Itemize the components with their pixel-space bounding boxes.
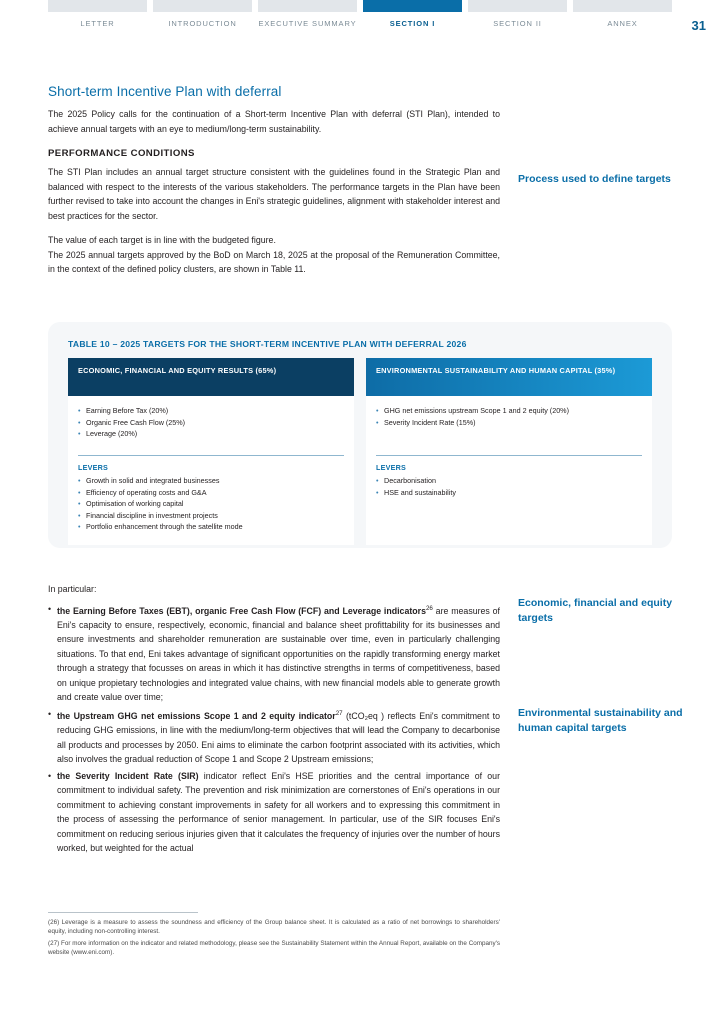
- footnote-27: (27) For more information on the indicator and related methodology, please see the Sustainability Statement within the Annual Report, available on the Company's website (www.eni.com).: [48, 940, 500, 956]
- main-content: [48, 84, 500, 287]
- performance-conditions-heading: PERFORMANCE CONDITIONS: [48, 148, 195, 159]
- value-paragraph: The value of each target is in line with the budgeted figure.: [48, 235, 276, 245]
- table-10-panels: [68, 358, 652, 545]
- nav-tab-bar-introduction[interactable]: [153, 0, 252, 12]
- intro-paragraph: The 2025 Policy calls for the continuation of a Short-term Incentive Plan with deferral (STI Plan), intended to achieve annual targets with an eye to medium/long-term sustainability.: [48, 109, 500, 134]
- levers-title-economic: LEVERS: [78, 463, 108, 472]
- list-item: • Optimisation of working capital: [78, 498, 344, 510]
- body-text-ebt: are measures of Eni's capacity to ensure, respectively, economic, financial and balance sheet profittability for its businesses and ensure investments and shareholder remuneration are sustainable over time, even in particularly challenging situations. To that end, Eni takes advantage of significant opportunities on the rapidly transforming energy market through a strategy that focusses on areas in which it has distinctive strengths in terms of competitiveness, based on unique propietary technologies and integrated value chains, with new financial models able to generate growth and create value over time;: [57, 605, 500, 703]
- top-navigation-labels: [48, 19, 672, 35]
- nav-label-section-i[interactable]: SECTION I: [389, 19, 436, 28]
- list-item: • Portfolio enhancement through the satellite mode: [78, 521, 344, 533]
- top-navigation-tabs[interactable]: [48, 0, 672, 14]
- list-item-sir: [48, 769, 500, 856]
- page-number: 31: [691, 18, 706, 33]
- environmental-levers-list: [376, 475, 642, 498]
- page-title: Short-term Incentive Plan with deferral: [48, 84, 282, 99]
- nav-tab-bar-annex[interactable]: [573, 0, 672, 12]
- levers-body-economic: [68, 475, 354, 545]
- margin-note-process: Process used to define targets: [518, 173, 671, 185]
- in-particular-list: [48, 602, 500, 856]
- list-item: • Growth in solid and integrated businesses: [78, 475, 344, 487]
- environmental-target-list: [376, 405, 642, 428]
- bold-lead-ghg: the Upstream GHG net emissions Scope 1 and 2 equity indicator: [57, 710, 336, 721]
- list-item: • GHG net emissions upstream Scope 1 and 2 equity (20%): [376, 405, 642, 417]
- margin-note-environmental: Environmental sustainability and human capital targets: [518, 707, 683, 734]
- list-item: • HSE and sustainability: [376, 487, 642, 499]
- bold-lead-sir: the Severity Incident Rate (SIR): [57, 770, 199, 781]
- panel-header-economic: ECONOMIC, FINANCIAL AND EQUITY RESULTS (65%): [68, 358, 354, 396]
- panel-body-economic: [68, 396, 354, 455]
- list-item: • Severity Incident Rate (15%): [376, 417, 642, 429]
- nav-tab-bar-executive-summary[interactable]: [258, 0, 357, 12]
- body-text-ghg: (tCO₂eq ) reflects Eni's commitment to reducing GHG emissions, in line with the medium/long-term objectives that will lead the Company to decarbonise all products and processes by 2050. Eni aims to eliminate the carbon footprint associated with its activities, which also involves the gradual reduction of Scope 1 and Scope 2 Upstream emissions;: [57, 710, 500, 765]
- nav-label-annex[interactable]: ANNEX: [607, 19, 638, 28]
- list-item: • Earning Before Tax (20%): [78, 405, 344, 417]
- table-10-title: TABLE 10 – 2025 TARGETS FOR THE SHORT-TERM INCENTIVE PLAN WITH DEFERRAL 2026: [68, 339, 467, 349]
- nav-label-section-ii[interactable]: SECTION II: [493, 19, 542, 28]
- footnote-ref-26[interactable]: 26: [425, 604, 433, 612]
- list-item: • Financial discipline in investment projects: [78, 510, 344, 522]
- list-item: • Decarbonisation: [376, 475, 642, 487]
- panel-economic-financial-equity: [68, 358, 354, 545]
- nav-label-introduction[interactable]: INTRODUCTION: [168, 19, 237, 28]
- list-item: • Organic Free Cash Flow (25%): [78, 417, 344, 429]
- list-item-ebt: [48, 602, 500, 705]
- nav-tab-bar-section-ii[interactable]: [468, 0, 567, 12]
- margin-note-economic: Economic, financial and equity targets: [518, 597, 673, 624]
- economic-target-list: [78, 405, 344, 440]
- table-10-card: [48, 322, 672, 548]
- in-particular-lead: In particular:: [48, 584, 97, 594]
- levers-body-environmental: [366, 475, 652, 510]
- approval-paragraph: The 2025 annual targets approved by the BoD on March 18, 2025 at the proposal of the Remuneration Committee, in the context of the defined policy clusters, are shown in Table 11.: [48, 249, 500, 274]
- nav-label-executive-summary[interactable]: EXECUTIVE SUMMARY: [258, 19, 357, 28]
- performance-paragraph: The STI Plan includes an annual target structure consistent with the guidelines found in the Strategic Plan and balanced with respect to the interests of the various stakeholders. The performance targets in the Plan have been further revised to take into account the changes in Eni's strategic guidelines, alignment with stakeholder interest and best practices for the sector.: [48, 167, 500, 221]
- footnotes-block: [48, 912, 500, 961]
- list-item-ghg: [48, 707, 500, 767]
- body-text-sir: indicator reflect Eni's HSE priorities and the central importance of our commitment to individual safety. The prevention and risk minimization are cornerstones of Eni's operations in our commitment to achieving constant improvements in safety for all workers and to expressing this commitment in the process of assessing the performance of senior management. In particular, use of the SIR focuses Eni's commitment on reducing serious injuries given that it calculates the frequency of injuries over the number of hours worked, but weighted for the actual: [57, 770, 501, 854]
- footnote-ref-27[interactable]: 27: [335, 709, 343, 717]
- bold-lead-ebt: the Earning Before Taxes (EBT), organic Free Cash Flow (FCF) and Leverage indicators: [57, 605, 426, 616]
- nav-tab-bar-section-i[interactable]: [363, 0, 462, 12]
- in-particular-section: [48, 582, 500, 858]
- list-item: • Efficiency of operating costs and G&A: [78, 487, 344, 499]
- footnote-divider: [48, 912, 198, 913]
- levers-title-environmental: LEVERS: [376, 463, 406, 472]
- panel-header-environmental: ENVIRONMENTAL SUSTAINABILITY AND HUMAN CAPITAL (35%): [366, 358, 652, 396]
- nav-label-letter[interactable]: LETTER: [80, 19, 115, 28]
- panel-body-environmental: [366, 396, 652, 455]
- nav-tab-bar-letter[interactable]: [48, 0, 147, 12]
- list-item: • Leverage (20%): [78, 428, 344, 440]
- economic-levers-list: [78, 475, 344, 533]
- panel-environmental-human-capital: [366, 358, 652, 545]
- footnote-26: (26) Leverage is a measure to assess the soundness and efficiency of the Group balance sheet. It is calculated as a ratio of net borrowings to shareholders' equity, including non-controlling interest.: [48, 919, 500, 935]
